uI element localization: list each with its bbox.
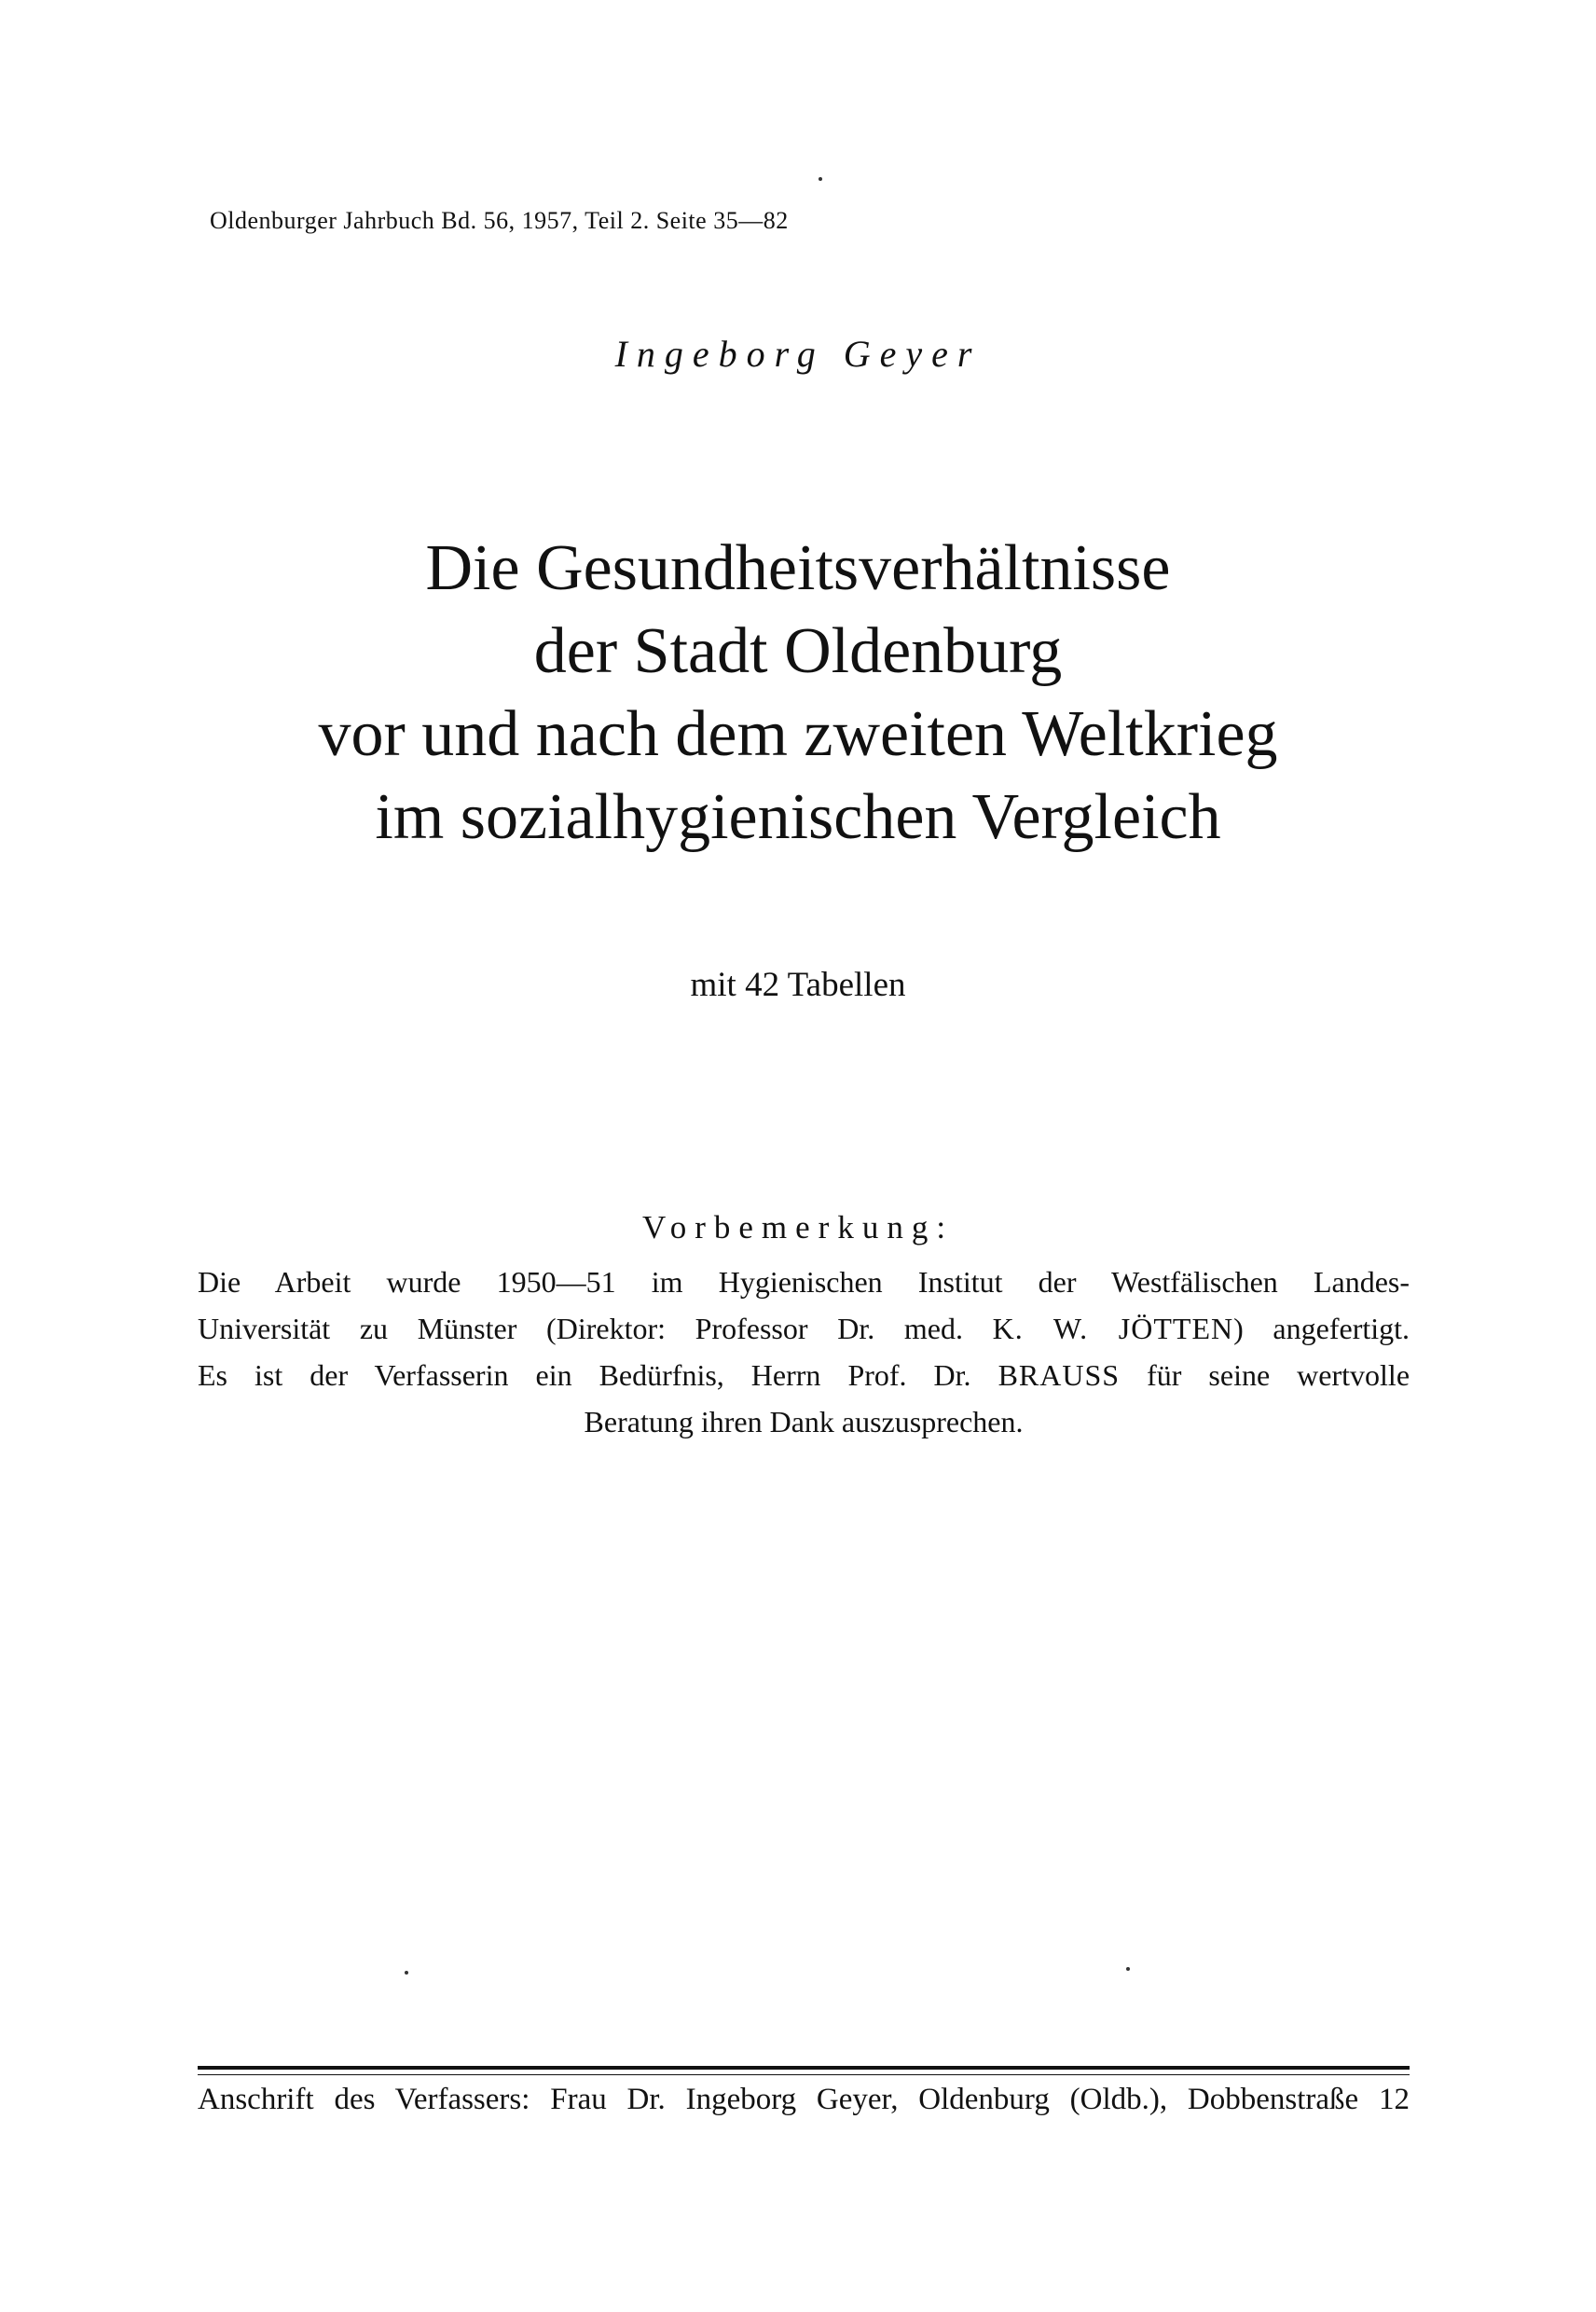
preface-line-4: Beratung ihren Dank auszusprechen.: [584, 1405, 1024, 1438]
footer-rule-thin: [198, 2074, 1410, 2075]
article-title: [0, 527, 1596, 859]
preface-line-3-end: für seine wertvolle: [1147, 1358, 1410, 1392]
advisor-name: BRAUSS: [998, 1358, 1121, 1392]
title-line-1: Die Gesundheitsverhältnisse: [425, 532, 1171, 604]
preface-line-2: [198, 1305, 1410, 1352]
print-speck: [405, 1971, 408, 1975]
preface-line-2-end: ) angefertigt.: [1233, 1312, 1410, 1345]
preface-line-3: [198, 1352, 1410, 1398]
title-line-2: der Stadt Oldenburg: [533, 615, 1063, 687]
author-name: Ingeborg Geyer: [614, 333, 982, 375]
preface-line-2-start: Universität zu Münster (Direktor: Professor Dr. med.: [198, 1312, 963, 1345]
tables-note: mit 42 Tabellen: [690, 966, 906, 1004]
footer-rule: [198, 2066, 1410, 2070]
author-address: Anschrift des Verfassers: Frau Dr. Ingeborg Geyer, Oldenburg (Oldb.), Dobbenstraße 12: [198, 2083, 1410, 2116]
director-name: K. W. JÖTTEN: [992, 1312, 1234, 1345]
journal-citation: Oldenburger Jahrbuch Bd. 56, 1957, Teil 2. Seite 35—82: [210, 207, 789, 234]
title-line-4: im sozialhygienischen Vergleich: [375, 781, 1221, 853]
preface-line-3-start: Es ist der Verfasserin ein Bedürfnis, Herrn Prof. Dr.: [198, 1358, 971, 1392]
title-line-3: vor und nach dem zweiten Weltkrieg: [318, 698, 1278, 770]
preface-line-1: Die Arbeit wurde 1950—51 im Hygienischen Institut der Westfälischen Landes-: [198, 1265, 1410, 1299]
preface-text: [198, 1259, 1410, 1445]
print-speck: [1126, 1967, 1130, 1971]
preface-heading: Vorbemerkung:: [641, 1209, 955, 1245]
print-speck: [819, 177, 822, 181]
